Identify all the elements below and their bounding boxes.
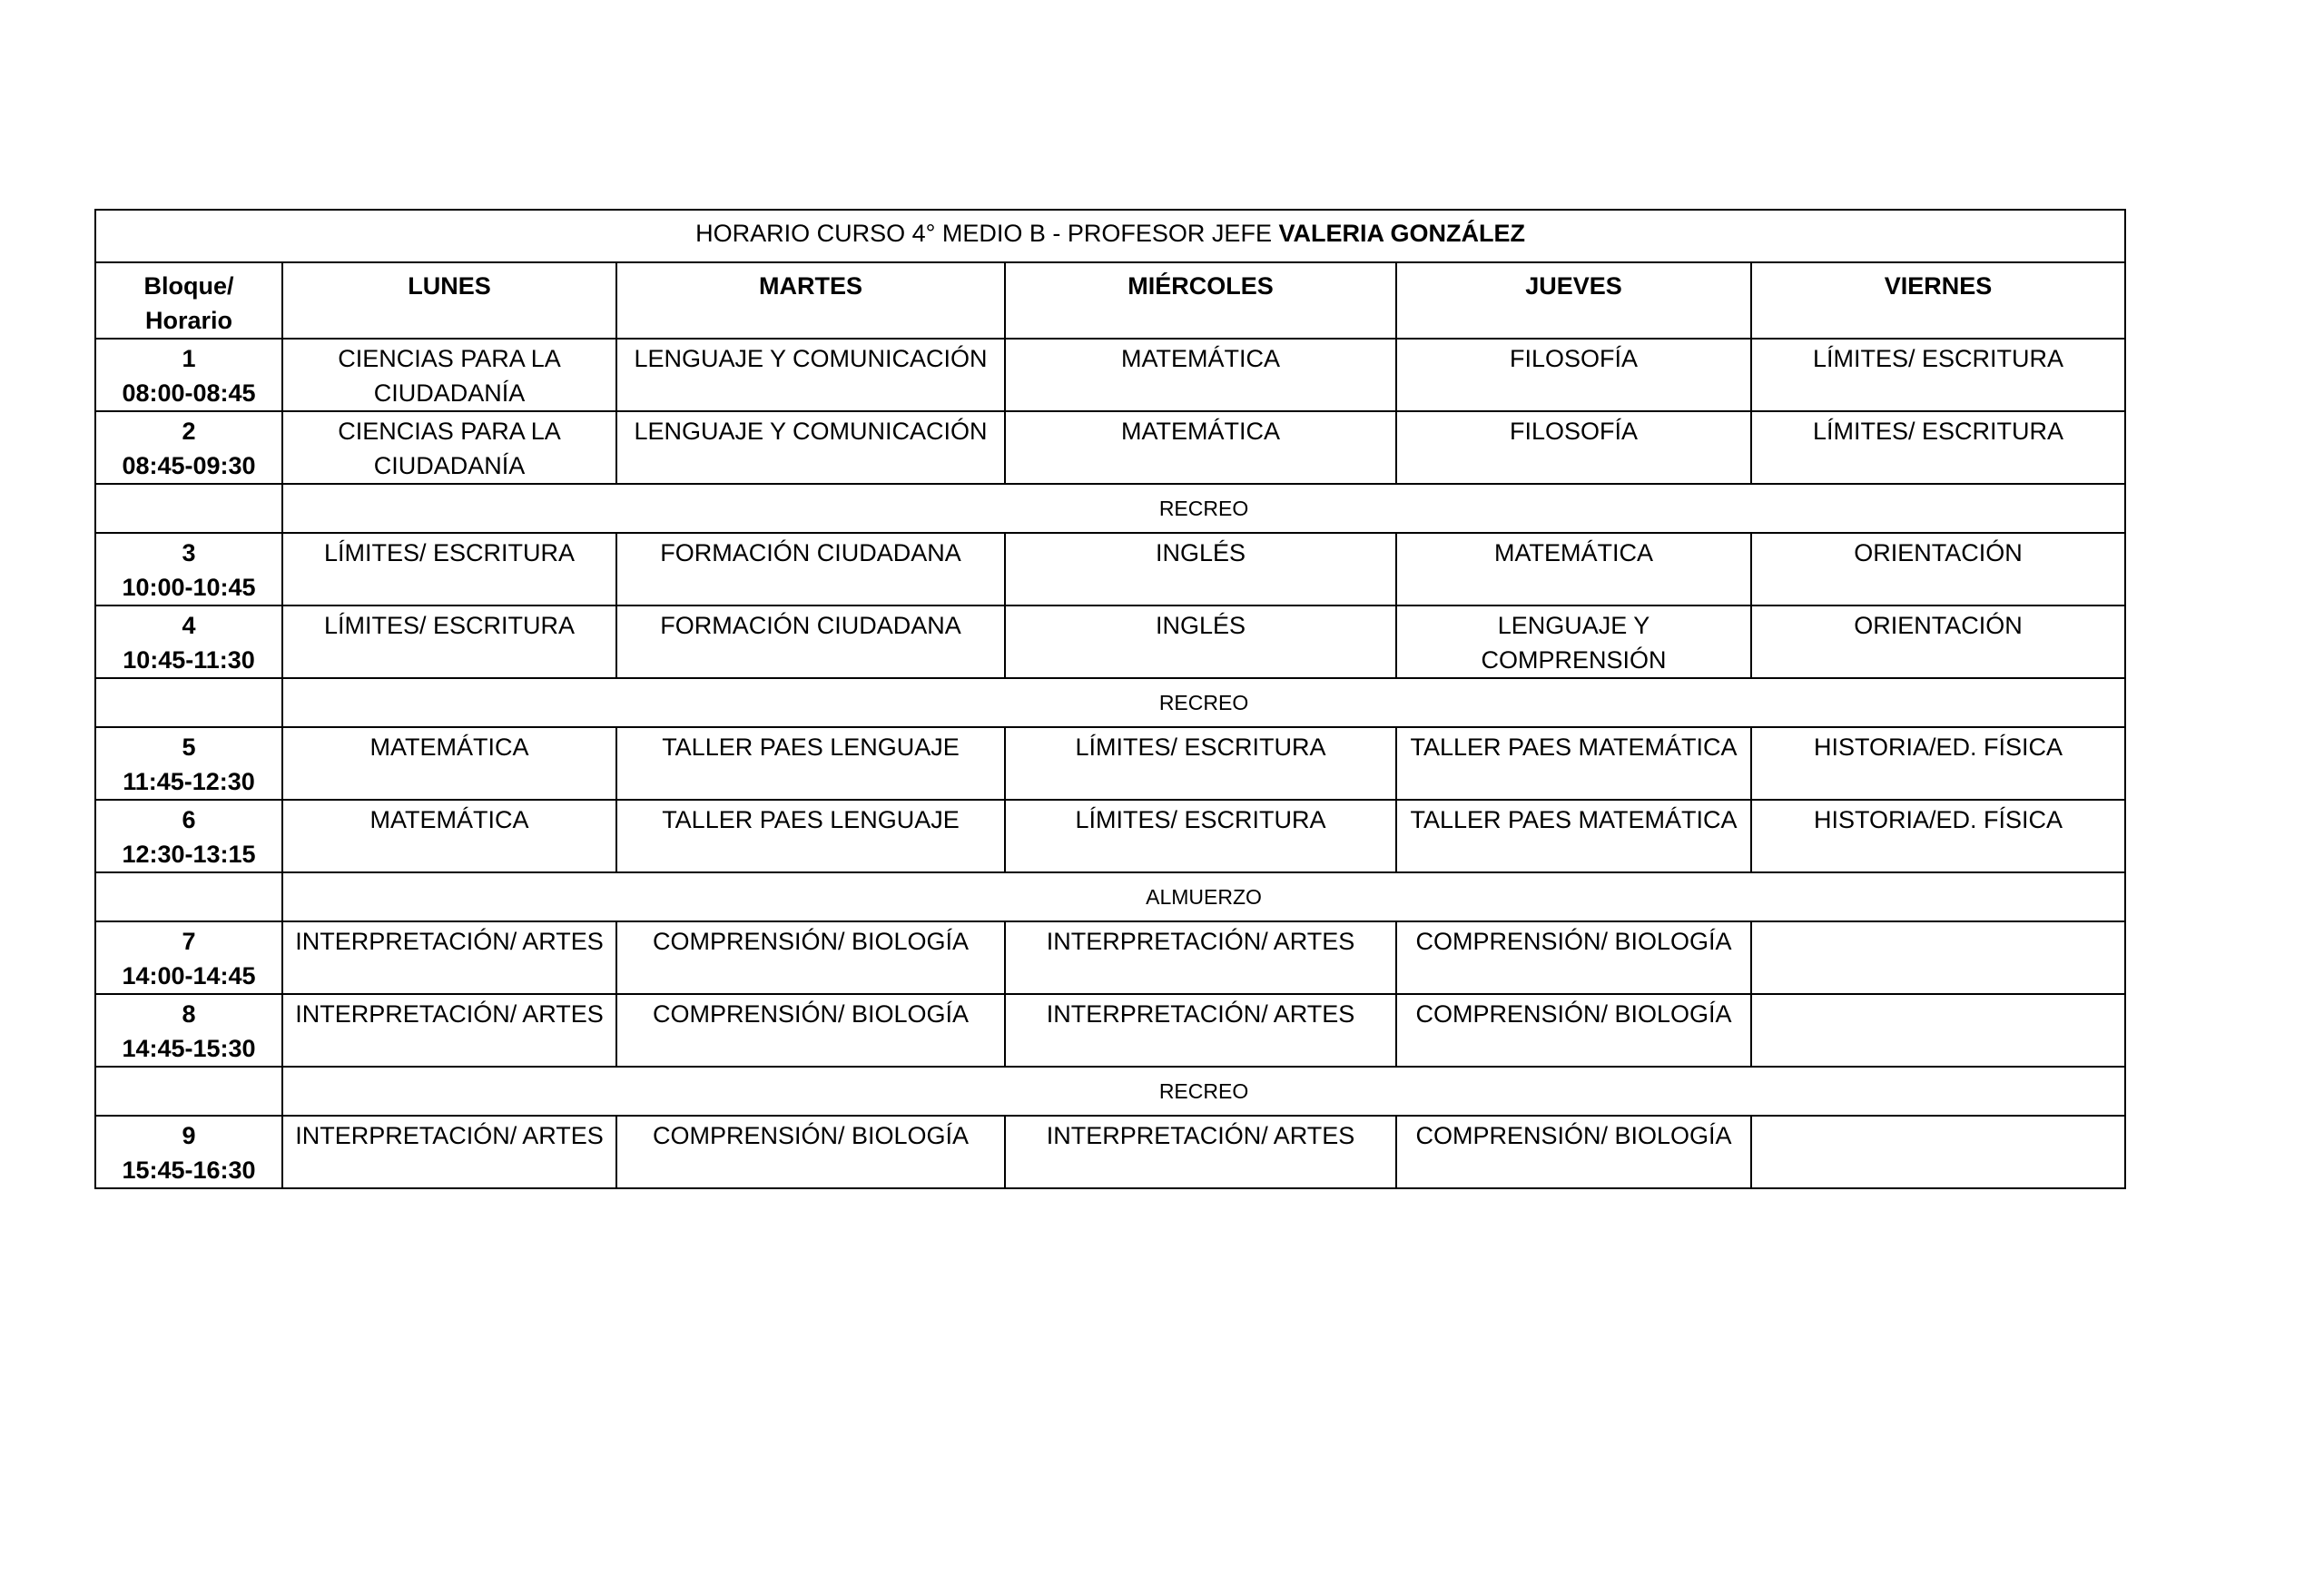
block-row bbox=[95, 533, 2125, 605]
subject-cell: LÍMITES/ ESCRITURA bbox=[282, 533, 616, 605]
block-time-cell bbox=[95, 994, 282, 1067]
block-time-cell bbox=[95, 921, 282, 994]
subject-cell: HISTORIA/ED. FÍSICA bbox=[1751, 727, 2125, 800]
subject-cell: COMPRENSIÓN/ BIOLOGÍA bbox=[1396, 1116, 1751, 1188]
break-row bbox=[95, 678, 2125, 727]
block-row bbox=[95, 727, 2125, 800]
subject-cell: LENGUAJE Y COMPRENSIÓN bbox=[1396, 605, 1751, 678]
block-number: 7 bbox=[182, 928, 196, 955]
block-time-cell bbox=[95, 1116, 282, 1188]
subject-cell: LÍMITES/ ESCRITURA bbox=[1005, 800, 1396, 872]
break-row bbox=[95, 872, 2125, 921]
block-number: 5 bbox=[182, 733, 196, 761]
block-row bbox=[95, 339, 2125, 411]
break-empty-cell bbox=[95, 484, 282, 533]
schedule-table bbox=[94, 209, 2126, 1189]
subject-cell: INTERPRETACIÓN/ ARTES bbox=[1005, 921, 1396, 994]
subject-cell: LENGUAJE Y COMUNICACIÓN bbox=[616, 339, 1005, 411]
block-number: 8 bbox=[182, 1000, 196, 1028]
subject-cell: COMPRENSIÓN/ BIOLOGÍA bbox=[1396, 994, 1751, 1067]
subject-cell: INTERPRETACIÓN/ ARTES bbox=[282, 1116, 616, 1188]
block-number: 4 bbox=[182, 612, 196, 639]
subject-cell: ORIENTACIÓN bbox=[1751, 533, 2125, 605]
subject-cell: ORIENTACIÓN bbox=[1751, 605, 2125, 678]
block-row bbox=[95, 605, 2125, 678]
header-block-time: Bloque/ Horario bbox=[95, 262, 282, 339]
subject-cell: COMPRENSIÓN/ BIOLOGÍA bbox=[616, 1116, 1005, 1188]
block-time: 08:00-08:45 bbox=[122, 379, 256, 407]
block-time-cell bbox=[95, 605, 282, 678]
break-label: RECREO bbox=[282, 484, 2125, 533]
subject-cell: CIENCIAS PARA LA CIUDADANÍA bbox=[282, 339, 616, 411]
subject-cell: HISTORIA/ED. FÍSICA bbox=[1751, 800, 2125, 872]
title-prefix: HORARIO CURSO 4° MEDIO B - PROFESOR JEFE bbox=[695, 220, 1279, 247]
header-day-miercoles: MIÉRCOLES bbox=[1005, 262, 1396, 339]
subject-cell: TALLER PAES MATEMÁTICA bbox=[1396, 800, 1751, 872]
title-row bbox=[95, 210, 2125, 262]
header-row bbox=[95, 262, 2125, 339]
subject-cell: COMPRENSIÓN/ BIOLOGÍA bbox=[1396, 921, 1751, 994]
subject-cell: LÍMITES/ ESCRITURA bbox=[1005, 727, 1396, 800]
subject-cell: INGLÉS bbox=[1005, 533, 1396, 605]
subject-cell: INTERPRETACIÓN/ ARTES bbox=[282, 921, 616, 994]
break-label: RECREO bbox=[282, 1067, 2125, 1116]
subject-cell: LÍMITES/ ESCRITURA bbox=[1751, 411, 2125, 484]
subject-cell: MATEMÁTICA bbox=[282, 727, 616, 800]
subject-cell: LÍMITES/ ESCRITURA bbox=[282, 605, 616, 678]
block-time: 10:45-11:30 bbox=[123, 646, 255, 674]
block-time-cell bbox=[95, 533, 282, 605]
subject-cell: FILOSOFÍA bbox=[1396, 339, 1751, 411]
subject-cell: LÍMITES/ ESCRITURA bbox=[1751, 339, 2125, 411]
block-row bbox=[95, 1116, 2125, 1188]
subject-cell: TALLER PAES MATEMÁTICA bbox=[1396, 727, 1751, 800]
block-number: 6 bbox=[182, 806, 196, 833]
block-time: 08:45-09:30 bbox=[122, 452, 256, 479]
subject-cell bbox=[1751, 921, 2125, 994]
subject-cell bbox=[1751, 994, 2125, 1067]
header-day-lunes: LUNES bbox=[282, 262, 616, 339]
subject-cell: FORMACIÓN CIUDADANA bbox=[616, 605, 1005, 678]
block-number: 9 bbox=[182, 1122, 196, 1149]
subject-cell: MATEMÁTICA bbox=[282, 800, 616, 872]
block-row bbox=[95, 800, 2125, 872]
block-time: 12:30-13:15 bbox=[122, 841, 256, 868]
subject-cell bbox=[1751, 1116, 2125, 1188]
break-empty-cell bbox=[95, 678, 282, 727]
subject-cell: MATEMÁTICA bbox=[1396, 533, 1751, 605]
block-time-cell bbox=[95, 339, 282, 411]
subject-cell: INGLÉS bbox=[1005, 605, 1396, 678]
subject-cell: COMPRENSIÓN/ BIOLOGÍA bbox=[616, 994, 1005, 1067]
block-number: 2 bbox=[182, 418, 196, 445]
block-time-cell bbox=[95, 800, 282, 872]
block-row bbox=[95, 411, 2125, 484]
subject-cell: FILOSOFÍA bbox=[1396, 411, 1751, 484]
header-day-viernes: VIERNES bbox=[1751, 262, 2125, 339]
block-number: 3 bbox=[182, 539, 196, 566]
schedule-title bbox=[95, 210, 2125, 262]
subject-cell: INTERPRETACIÓN/ ARTES bbox=[282, 994, 616, 1067]
break-empty-cell bbox=[95, 872, 282, 921]
break-row bbox=[95, 1067, 2125, 1116]
subject-cell: TALLER PAES LENGUAJE bbox=[616, 800, 1005, 872]
subject-cell: INTERPRETACIÓN/ ARTES bbox=[1005, 1116, 1396, 1188]
subject-cell: INTERPRETACIÓN/ ARTES bbox=[1005, 994, 1396, 1067]
block-time: 15:45-16:30 bbox=[122, 1157, 256, 1184]
header-day-martes: MARTES bbox=[616, 262, 1005, 339]
subject-cell: CIENCIAS PARA LA CIUDADANÍA bbox=[282, 411, 616, 484]
block-row bbox=[95, 994, 2125, 1067]
subject-cell: COMPRENSIÓN/ BIOLOGÍA bbox=[616, 921, 1005, 994]
header-day-jueves: JUEVES bbox=[1396, 262, 1751, 339]
teacher-name: VALERIA GONZÁLEZ bbox=[1278, 220, 1525, 247]
subject-cell: LENGUAJE Y COMUNICACIÓN bbox=[616, 411, 1005, 484]
block-number: 1 bbox=[182, 345, 196, 372]
block-time: 10:00-10:45 bbox=[122, 574, 256, 601]
block-time-cell bbox=[95, 411, 282, 484]
block-time: 11:45-12:30 bbox=[123, 768, 255, 795]
block-time: 14:45-15:30 bbox=[122, 1035, 256, 1062]
break-label: RECREO bbox=[282, 678, 2125, 727]
subject-cell: MATEMÁTICA bbox=[1005, 339, 1396, 411]
subject-cell: TALLER PAES LENGUAJE bbox=[616, 727, 1005, 800]
block-time: 14:00-14:45 bbox=[122, 962, 256, 989]
schedule-body bbox=[95, 339, 2125, 1188]
break-empty-cell bbox=[95, 1067, 282, 1116]
block-time-cell bbox=[95, 727, 282, 800]
block-row bbox=[95, 921, 2125, 994]
break-label: ALMUERZO bbox=[282, 872, 2125, 921]
subject-cell: MATEMÁTICA bbox=[1005, 411, 1396, 484]
subject-cell: FORMACIÓN CIUDADANA bbox=[616, 533, 1005, 605]
break-row bbox=[95, 484, 2125, 533]
